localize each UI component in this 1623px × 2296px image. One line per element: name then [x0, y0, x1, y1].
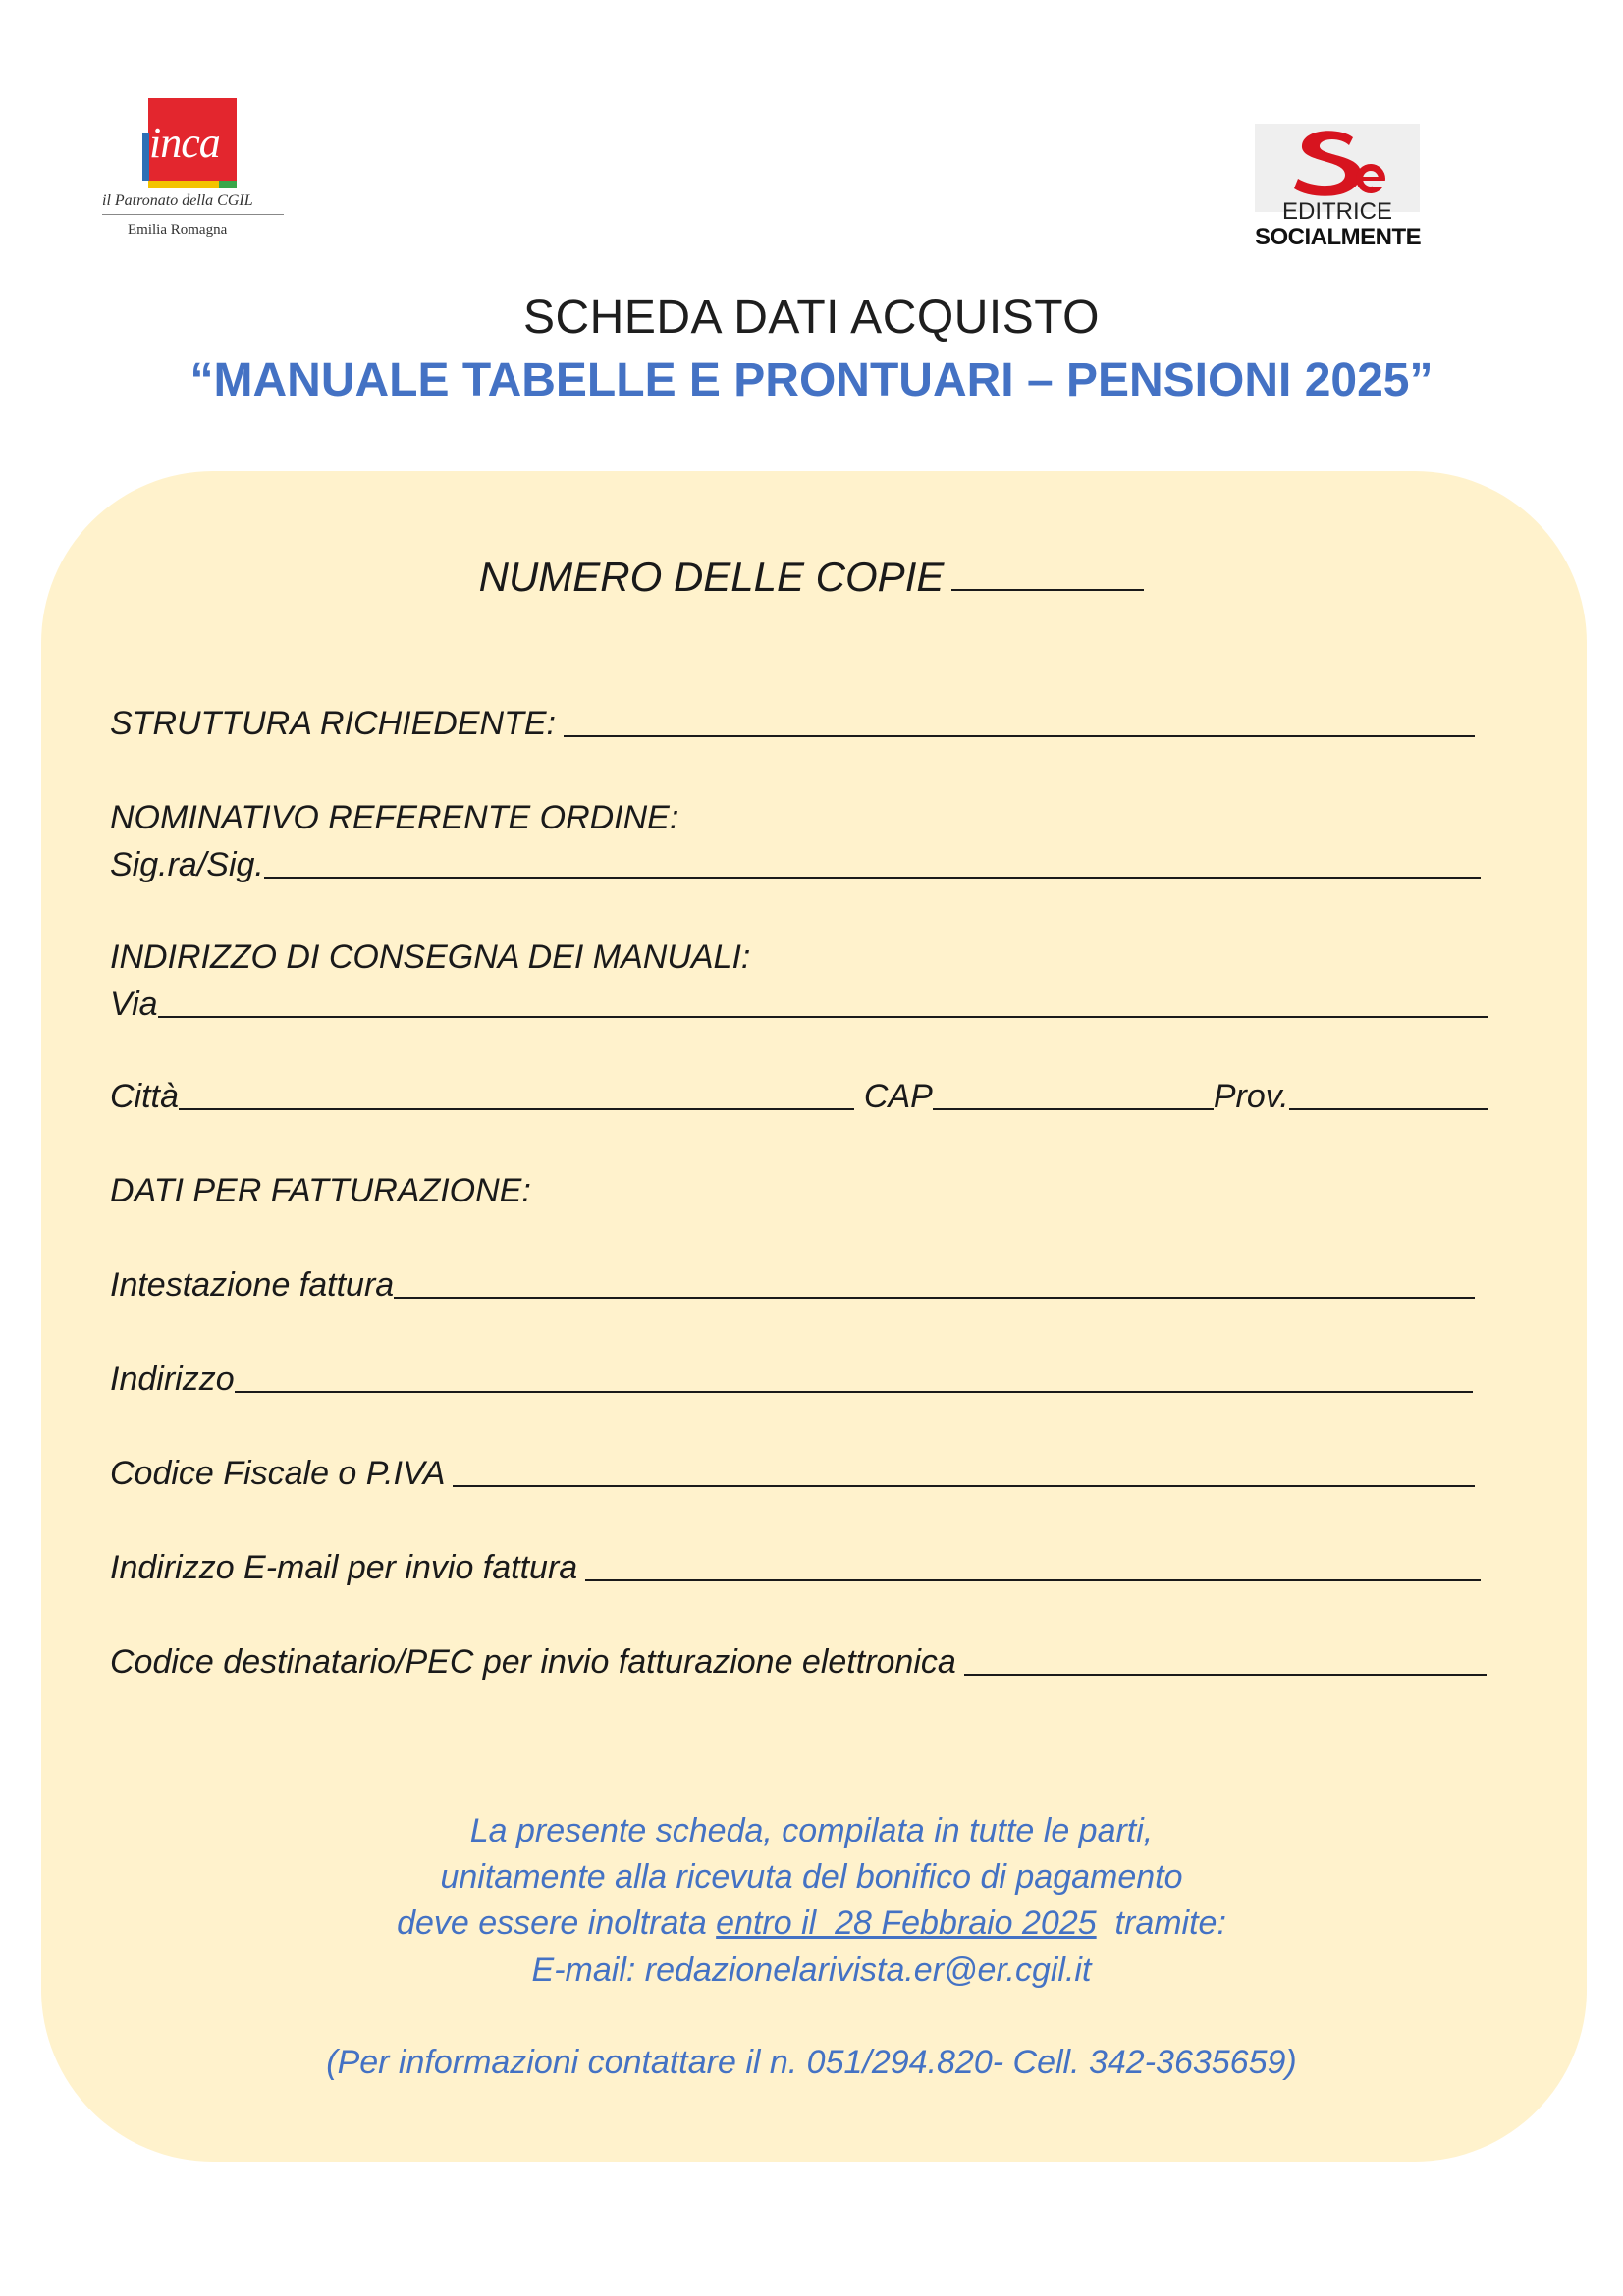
struttura-row	[110, 705, 1475, 743]
inca-logo	[98, 90, 280, 247]
indirizzo-label: Indirizzo	[110, 1361, 235, 1398]
note-line-1: La presente scheda, compilata in tutte le parti,	[469, 1812, 1154, 1849]
sig-label: Sig.ra/Sig.	[110, 846, 264, 883]
note-line-3-suffix: tramite:	[1096, 1904, 1226, 1942]
contact-info: (Per informazioni contattare il n. 051/294.820- Cell. 342-3635659)	[326, 2044, 1297, 2081]
prov-label: Prov.	[1213, 1078, 1289, 1115]
pec-row	[110, 1643, 1487, 1682]
intestazione-label: Intestazione fattura	[110, 1266, 395, 1304]
inca-logo-word: inca	[149, 119, 220, 167]
citta-label: Città	[110, 1078, 179, 1115]
struttura-input[interactable]	[564, 706, 1475, 737]
copies-label: NUMERO DELLE COPIE	[478, 554, 945, 600]
note-line-3	[0, 1904, 1623, 1943]
email-line	[0, 1951, 1623, 1990]
copies-row	[0, 554, 1623, 601]
note-line-2: unitamente alla ricevuta del bonifico di pagamento	[440, 1858, 1183, 1896]
citta-row	[110, 1078, 1488, 1116]
cap-input[interactable]	[933, 1079, 1214, 1110]
indirizzo-input[interactable]	[235, 1362, 1473, 1393]
intestazione-input[interactable]	[394, 1267, 1475, 1299]
referente-row	[110, 846, 1481, 884]
page-title: SCHEDA DATI ACQUISTO	[522, 292, 1100, 344]
referente-label: NOMINATIVO REFERENTE ORDINE:	[110, 799, 679, 836]
se-logo-mark	[1284, 124, 1392, 210]
fatturazione-label: DATI PER FATTURAZIONE:	[110, 1172, 531, 1209]
email-label: Indirizzo E-mail per invio fattura	[110, 1549, 578, 1586]
inca-logo-tagline: il Patronato della CGIL	[102, 192, 284, 215]
page-subtitle: “MANUALE TABELLE E PRONTUARI – PENSIONI 2025”	[189, 354, 1434, 406]
se-logo-line2: SOCIALMENTE	[1255, 224, 1422, 250]
via-input[interactable]	[158, 987, 1488, 1018]
inca-logo-region: Emilia Romagna	[128, 222, 228, 238]
email-prefix: E-mail:	[531, 1951, 645, 1989]
codice-fiscale-row	[110, 1455, 1475, 1493]
indirizzo-consegna-label: INDIRIZZO DI CONSEGNA DEI MANUALI:	[110, 938, 751, 976]
citta-input[interactable]	[179, 1079, 854, 1110]
email-row	[110, 1549, 1481, 1587]
email-input[interactable]	[585, 1550, 1481, 1581]
codice-fiscale-label: Codice Fiscale o P.IVA	[110, 1455, 446, 1492]
referente-input[interactable]	[264, 847, 1481, 879]
pec-input[interactable]	[964, 1644, 1487, 1676]
prov-input[interactable]	[1289, 1079, 1488, 1110]
cap-label: CAP	[863, 1078, 933, 1115]
via-label: Via	[110, 986, 158, 1023]
email-address-link[interactable]: redazionelarivista.er@er.cgil.it	[644, 1951, 1092, 1989]
pec-label: Codice destinatario/PEC per invio fatturazione elettronica	[110, 1643, 956, 1681]
via-row	[110, 986, 1488, 1024]
copies-input[interactable]	[951, 554, 1144, 591]
intestazione-row	[110, 1266, 1475, 1305]
deadline-text: entro il 28 Febbraio 2025	[716, 1904, 1097, 1942]
editrice-socialmente-logo	[1255, 124, 1422, 256]
codice-fiscale-input[interactable]	[453, 1456, 1475, 1487]
struttura-label: STRUTTURA RICHIEDENTE:	[110, 705, 556, 742]
note-line-3-prefix: deve essere inoltrata	[397, 1904, 717, 1942]
se-logo-line1: EDITRICE	[1281, 198, 1392, 225]
indirizzo-row	[110, 1361, 1473, 1399]
